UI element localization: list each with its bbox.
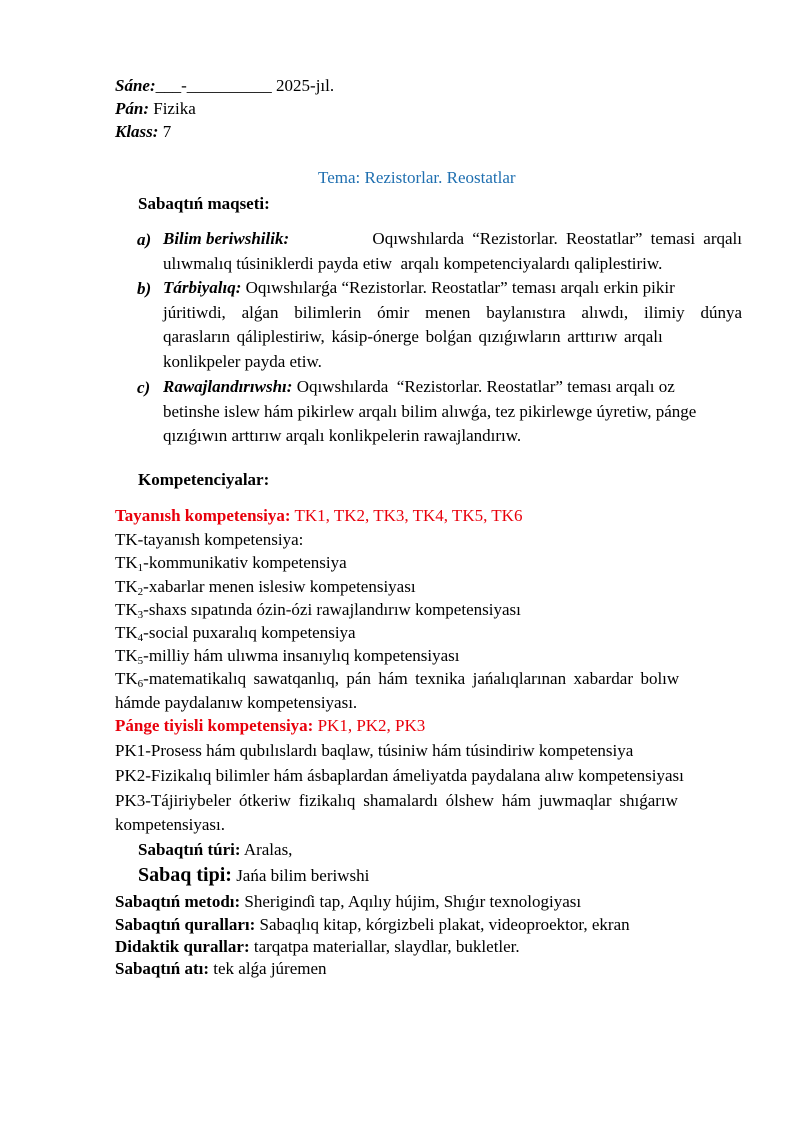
tk4-line	[115, 623, 356, 643]
pk2-line: PK2-Fizikalıq bilimler hám ásbaplardan ámeliyatda paydalana alıw kompetensiyası	[115, 766, 684, 785]
tk2-line	[115, 577, 416, 597]
date-line	[115, 76, 334, 96]
tk1-code: TK	[115, 553, 138, 572]
lesson-name-label: Sabaqtıń atı:	[115, 959, 209, 978]
tk6-code: TK	[115, 669, 138, 688]
lesson-name-value: tek alǵa júremen	[213, 959, 327, 978]
tk1-sub: 1	[137, 562, 144, 574]
objective-b-label: Tárbiyalıq:	[163, 278, 242, 297]
lesson-tools-label: Sabaqtıń quralları:	[115, 915, 256, 934]
tk6-sub: 6	[137, 678, 144, 690]
base-competency-line	[115, 506, 522, 526]
didactic-tools-line	[115, 937, 520, 957]
objective-a	[163, 227, 742, 276]
subject-label: Pán:	[115, 99, 149, 118]
objective-c-text: Oqıwshılarda “Rezistorlar. Reostatlar” teması arqalı oz	[296, 377, 675, 396]
objectives-heading: Sabaqtıń maqseti:	[138, 194, 270, 213]
tk5-code: TK	[115, 646, 138, 665]
objective-c-letter: c)	[137, 378, 151, 397]
date-value: ___-__________ 2025-jıl.	[155, 76, 335, 95]
objective-b-line-1	[163, 276, 742, 301]
competencies-heading: Kompetenciyalar:	[138, 470, 270, 489]
objective-c-line-1	[163, 375, 742, 400]
tk6-text: -matematikalıq sawatqanlıq, pán hám texnika jańalıqlarınan xabardar bolıw	[143, 669, 680, 688]
objective-b-text: Oqıwshılarǵa “Rezistorlar. Reostatlar” teması arqalı erkin pikir	[245, 278, 675, 297]
base-competency-label: Tayanısh kompetensiya:	[115, 506, 291, 525]
tk1-line	[115, 553, 347, 573]
objective-b-line-3: qarasların qáliplestiriw, kásip-ónerge bolǵan qızıǵıwların arttırıw arqalı	[163, 327, 663, 346]
pk3-line: PK3-Tájiriybeler ótkeriw fizikalıq shamalardı ólshew hám juwmaqlar shıǵarıw	[115, 791, 678, 810]
lesson-name-line	[115, 959, 327, 979]
tk3-text: -shaxs sıpatında ózin-ózi rawajlandırıw kompetensiyası	[143, 600, 521, 619]
objective-a-line-1	[163, 227, 742, 252]
objective-b-letter: b)	[137, 279, 152, 298]
tk4-sub: 4	[137, 632, 144, 644]
tk4-code: TK	[115, 623, 138, 642]
pk1-line: PK1-Prosess hám qubılıslardı baqlaw, túsiniw hám túsindiriw kompetensiya	[115, 741, 634, 760]
lesson-type-label: Sabaqtıń túri:	[138, 840, 241, 859]
objective-a-text: Oqıwshılarda “Rezistorlar. Reostatlar” temasi arqalı	[372, 229, 742, 248]
lesson-kind-label: Sabaq tipi:	[138, 864, 232, 886]
lesson-tools-value: Sabaqlıq kitap, kórgizbeli plakat, videoproektor, ekran	[259, 915, 630, 934]
tk3-sub: 3	[137, 609, 144, 621]
class-value: 7	[162, 122, 172, 141]
objective-c-label: Rawajlandırıwshı:	[163, 377, 293, 396]
objective-b	[163, 276, 742, 374]
subject-value: Fizika	[153, 99, 196, 118]
subject-competency-codes: PK1, PK2, PK3	[317, 716, 426, 735]
tk2-sub: 2	[137, 586, 144, 598]
didactic-tools-label: Didaktik qurallar:	[115, 937, 250, 956]
lesson-tools-line	[115, 915, 630, 935]
base-competency-intro: TK-tayanısh kompetensiya:	[115, 530, 304, 549]
lesson-topic: Tema: Rezistorlar. Reostatlar	[318, 168, 516, 187]
objective-c-line-2: betinshe islew hám pikirlew arqalı bilim alıwǵa, tez pikirlewge úyretiw, pánge	[163, 401, 697, 421]
tk3-code: TK	[115, 600, 138, 619]
objective-c	[163, 375, 742, 449]
subject-competency-label: Pánge tiyisli kompetensiya:	[115, 716, 314, 735]
subject-line	[115, 99, 196, 119]
class-line	[115, 122, 171, 142]
objective-a-label: Bilim beriwshilik:	[163, 229, 290, 248]
objective-a-letter: a)	[137, 230, 152, 249]
tk2-text: -xabarlar menen islesiw kompetensiyası	[143, 577, 416, 596]
pk3-continued: kompetensiyası.	[115, 815, 226, 834]
objective-b-line-2: júritiwdi, alǵan bilimlerin ómir menen baylanıstıra alıwdı, ilimiy dúnya	[163, 302, 742, 322]
lesson-kind-value: Jańa bilim beriwshi	[236, 866, 370, 885]
lesson-kind-line	[138, 864, 369, 887]
lesson-method-value: Sheriginɗi tap, Aqılıy hújim, Shıǵır texnologiyası	[244, 892, 582, 911]
objective-a-line-2: ulıwmalıq túsiniklerdi payda etiw arqalı kompetenciyalardı qaliplestiriw.	[163, 253, 663, 273]
lesson-method-line	[115, 892, 581, 912]
tk5-sub: 5	[137, 655, 144, 667]
tk6-line	[115, 669, 742, 689]
tk6-continued: hámde paydalanıw kompetensiyası.	[115, 693, 358, 712]
objective-c-line-3: qızıǵıwın arttırıw arqalı konlikpelerin rawajlandırıw.	[163, 426, 522, 445]
lesson-type-value: Aralas,	[243, 840, 293, 859]
tk1-text: -kommunikativ kompetensiya	[143, 553, 347, 572]
date-label: Sáne:	[115, 76, 156, 95]
base-competency-codes: TK1, TK2, TK3, TK4, TK5, TK6	[294, 506, 523, 525]
didactic-tools-value: tarqatpa materiallar, slaydlar, bukletler.	[253, 937, 520, 956]
lesson-method-label: Sabaqtıń metodı:	[115, 892, 241, 911]
objective-b-line-4: konlikpeler payda etiw.	[163, 351, 322, 371]
lesson-type-line	[138, 840, 292, 860]
class-label: Klass:	[115, 122, 159, 141]
tk2-code: TK	[115, 577, 138, 596]
tk5-text: -milliy hám ulıwma insanıylıq kompetensiyası	[143, 646, 460, 665]
tk3-line	[115, 600, 521, 620]
subject-competency-line	[115, 716, 425, 736]
tk4-text: -social puxaralıq kompetensiya	[143, 623, 356, 642]
tk5-line	[115, 646, 460, 666]
